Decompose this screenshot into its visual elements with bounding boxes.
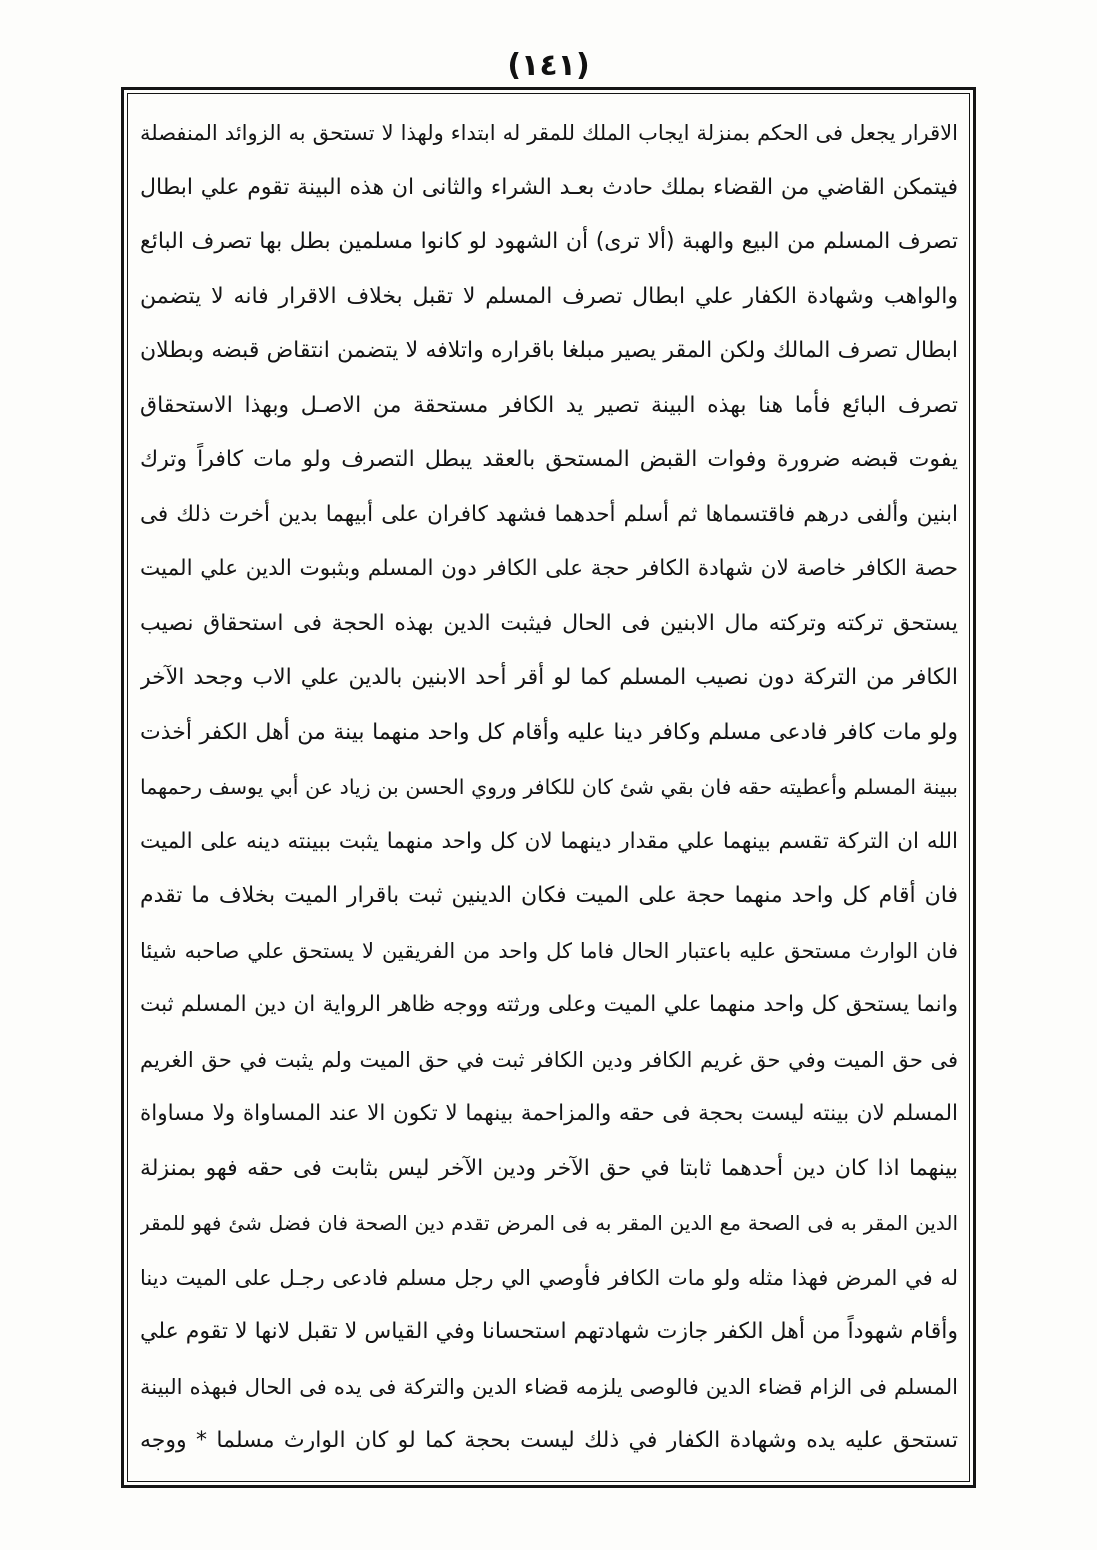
text-line: تصرف البائع فأما هنا بهذه البينة تصير يد الكافر مستحقة من الاصـل وبهذا الاستحقاق: [140, 392, 958, 418]
text-line: الكافر من التركة دون نصيب المسلم كما لو أقر أحد الابنين بالدين علي الاب وجحد الآخر: [140, 665, 958, 690]
text-line: ابنين وألفى درهم فاقتسماها ثم أسلم أحدهما فشهد كافران على أبيهما بدين أخرت ذلك فى: [140, 501, 958, 527]
text-line: الاقرار يجعل فى الحكم بمنزلة ايجاب الملك للمقر له ابتداء ولهذا لا تستحق به الزوائد المنفصلة: [140, 121, 958, 145]
text-line: الله ان التركة تقسم بينهما علي مقدار دينهما لان كل واحد منهما يثبت ببينته دينه على الميت: [140, 828, 958, 854]
text-line: فان أقام كل واحد منهما حجة على الميت فكان الدينين ثبت باقرار الميت بخلاف ما تقدم: [140, 883, 958, 908]
text-line: ابطال تصرف المالك ولكن المقر يصير مبلغا باقراره واتلافه لا يتضمن انتقاض قبضه وبطلان: [140, 338, 958, 363]
text-line: فى حق الميت وفي حق غريم الكافر ودين الكافر ثبت في حق الميت ولم يثبت في حق الغريم: [140, 1047, 958, 1072]
text-line: يفوت قبضه ضرورة وفوات القبض المستحق بالعقد يبطل التصرف ولو مات كافراً وترك: [140, 447, 958, 472]
text-line: حصة الكافر خاصة لان شهادة الكافر حجة على الكافر دون المسلم وبثبوت الدين علي الميت: [140, 556, 958, 581]
text-line: فان الوارث مستحق عليه باعتبار الحال فاما كل واحد من الفريقين لا يستحق علي صاحبه شيئا: [140, 938, 958, 963]
text-line: تصرف المسلم من البيع والهبة (ألا ترى) أن الشهود لو كانوا مسلمين بطل بها تصرف البائع: [140, 229, 958, 254]
text-line: المسلم لان بينته ليست بحجة فى حقه والمزاحمة بينهما لا تكون الا عند المساواة ولا مساواة: [140, 1101, 958, 1126]
text-line: يستحق تركته وتركته مال الابنين فى الحال فيثبت الدين بهذه الحجة فى استحقاق نصيب: [140, 610, 958, 636]
text-line: تستحق عليه يده وشهادة الكفار في ذلك ليست بحجة كما لو كان الوارث مسلما * ووجه: [140, 1428, 958, 1453]
text-line: الدين المقر به فى الصحة مع الدين المقر به فى المرض تقدم دين الصحة فان فضل شئ فهو للمقر: [140, 1211, 958, 1235]
text-line: وانما يستحق كل واحد منهما علي الميت وعلى ورثته ووجه ظاهر الرواية ان دين المسلم ثبت: [140, 992, 958, 1017]
text-line: والواهب وشهادة الكفار علي ابطال تصرف المسلم لا تقبل بخلاف الاقرار فانه لا يتضمن: [140, 283, 958, 309]
text-line: فيتمكن القاضي من القضاء بملك حادث بعـد الشراء والثانى ان هذه البينة تقوم علي ابطال: [140, 174, 958, 200]
text-line: وأقام شهوداً من أهل الكفر جازت شهادتهم استحسانا وفي القياس لا تقبل لانها لا تقوم علي: [140, 1319, 958, 1344]
text-line: بينهما اذا كان دين أحدهما ثابتا في حق الآخر ودين الآخر ليس بثابت فى حقه فهو بمنزلة: [140, 1155, 958, 1181]
page-body-text: [140, 106, 958, 1469]
text-line: ولو مات كافر فادعى مسلم وكافر دينا عليه وأقام كل واحد منهما بينة من أهل الكفر أخذت: [140, 719, 958, 745]
page-number: (١٤١): [507, 48, 590, 83]
text-line: له في المرض فهذا مثله ولو مات الكافر فأوصي الي رجل مسلم فادعى رجـل على الميت دينا: [140, 1265, 958, 1290]
text-line: المسلم فى الزام قضاء الدين فالوصى يلزمه قضاء الدين والتركة فى يده فى الحال فبهذه البينة: [140, 1374, 958, 1399]
text-line: ببينة المسلم وأعطيته حقه فان بقي شئ كان للكافر وروي الحسن بن زياد عن أبي يوسف رحمهما: [140, 775, 958, 799]
